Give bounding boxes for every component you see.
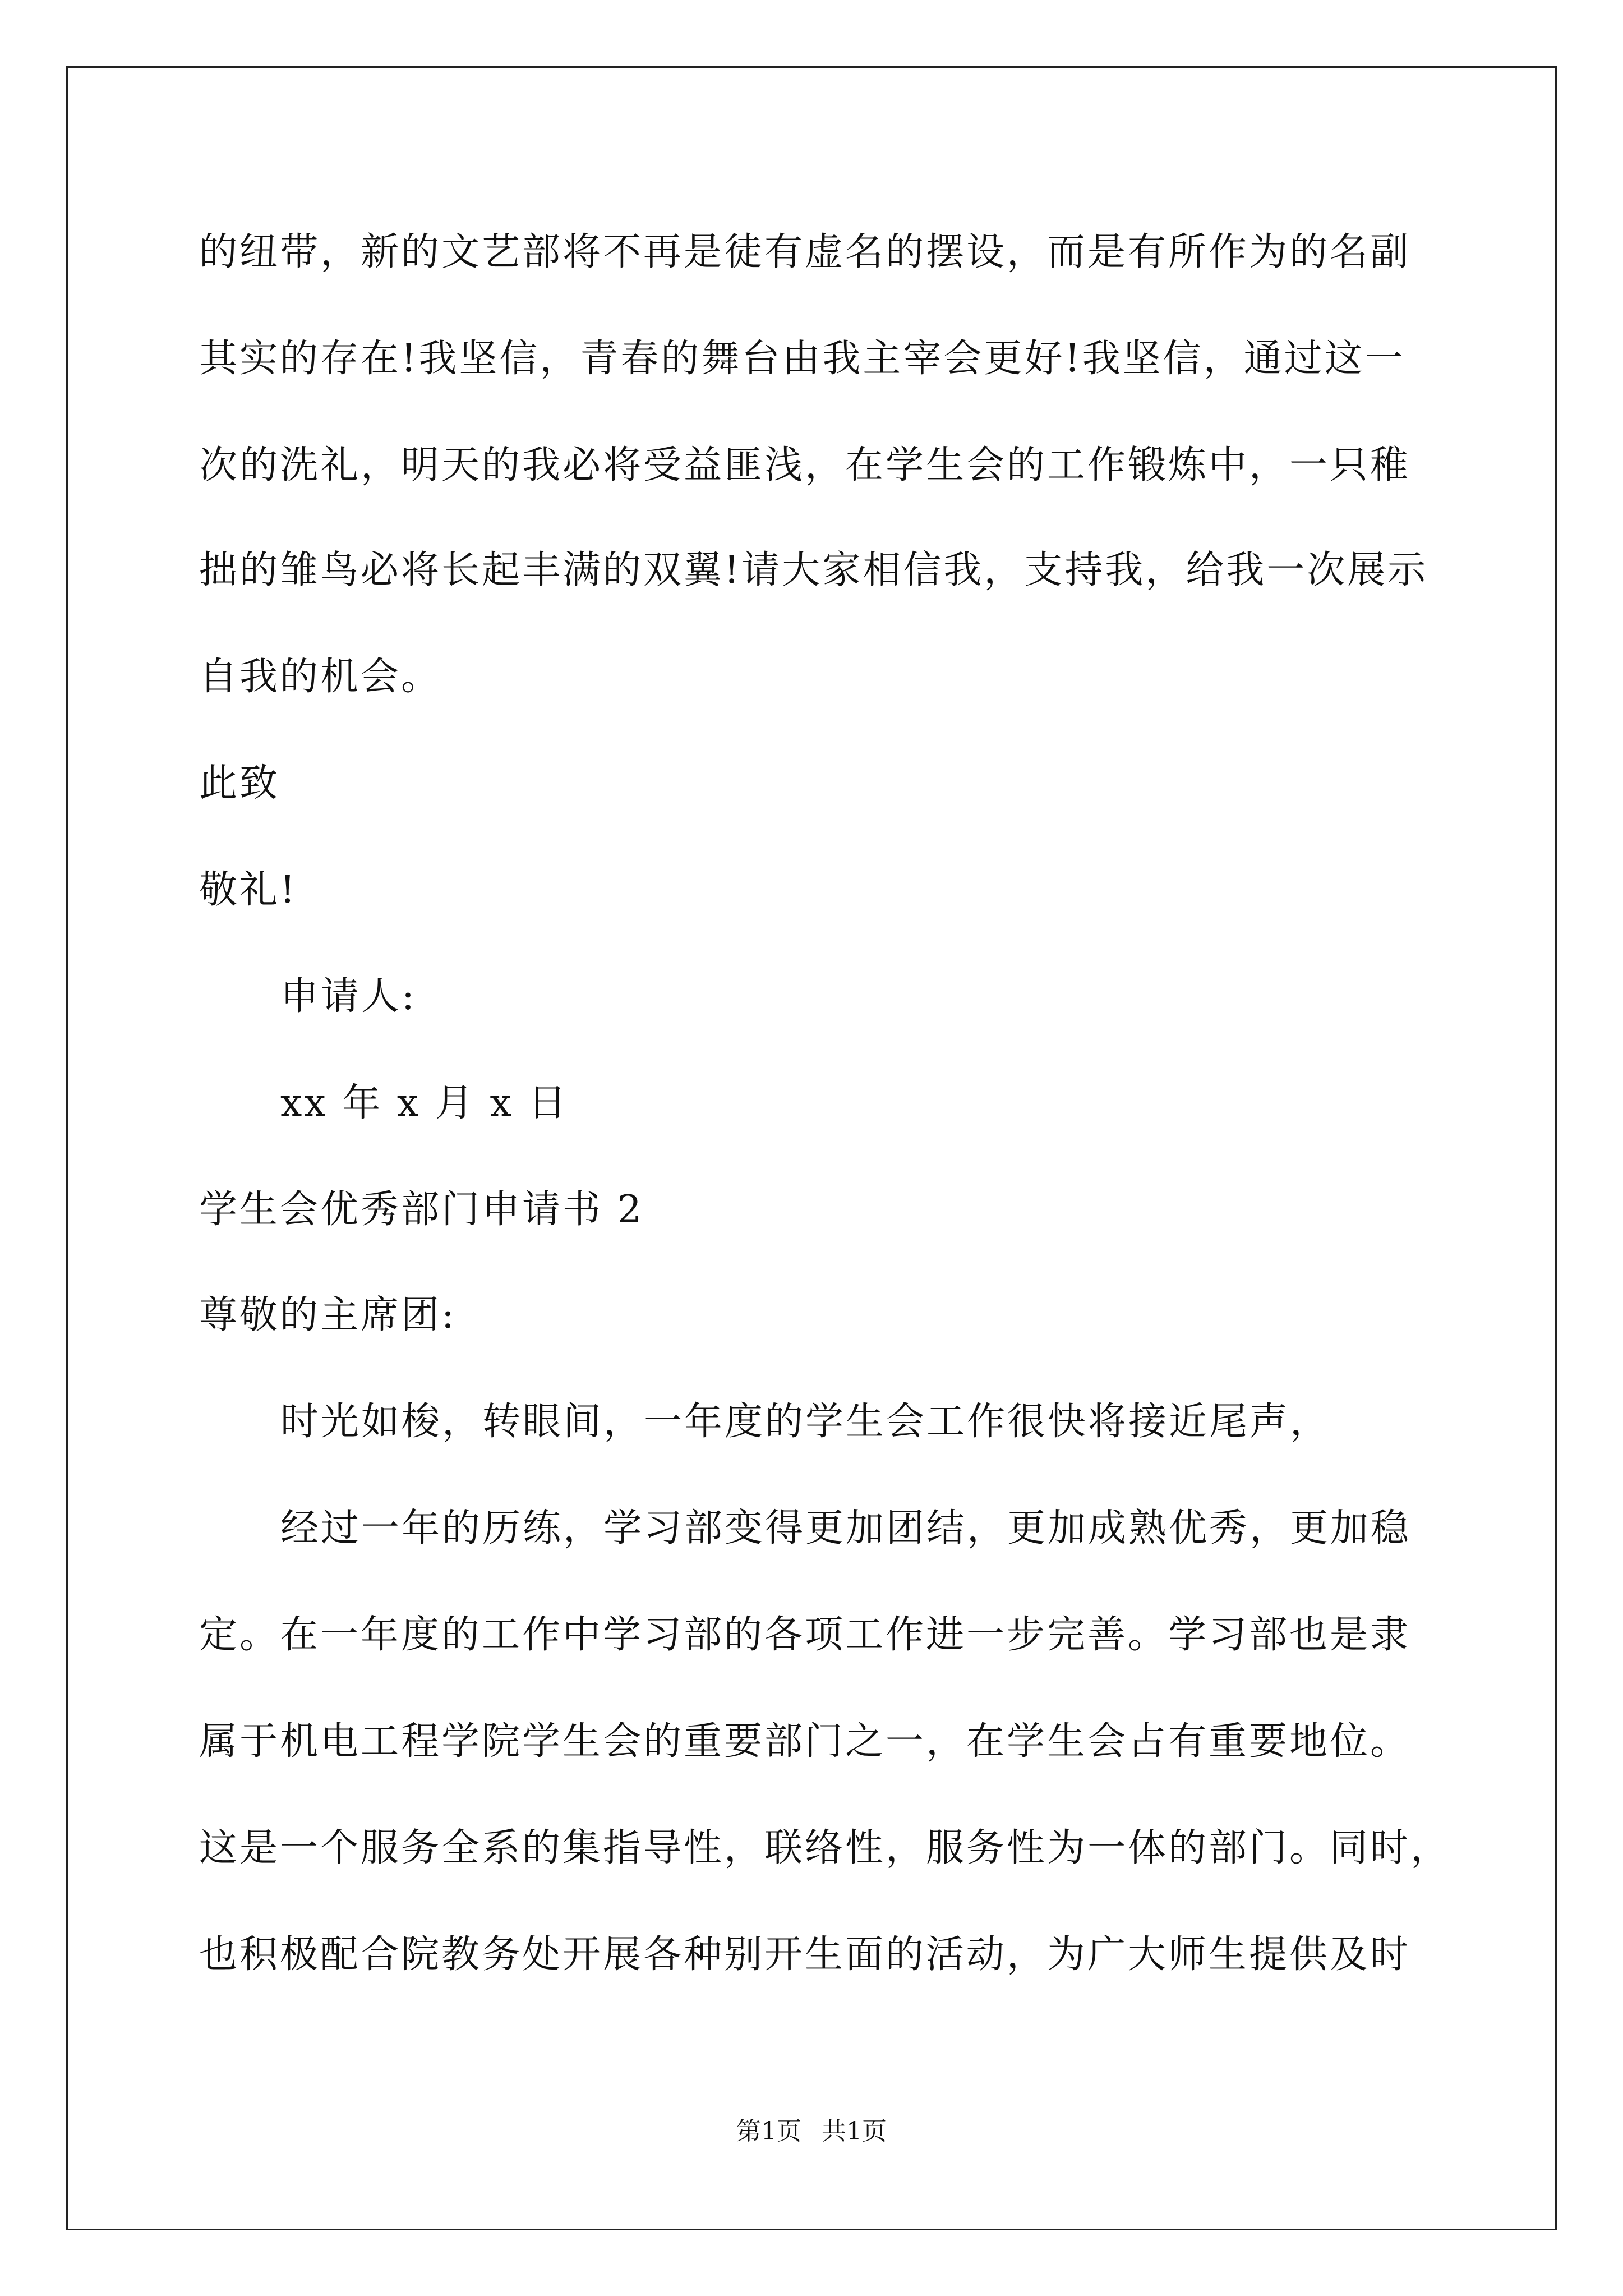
paragraph-1-line-1: 时光如梭，转眼间，一年度的学生会工作很快将接近尾声， [280,1400,1331,1444]
page-count: 共1页 [822,2117,887,2146]
body-line-3: 次的洗礼，明天的我必将受益匪浅，在学生会的工作锻炼中，一只稚 [199,443,1411,487]
body-line-5: 自我的机会。 [199,655,442,699]
section-title: 学生会优秀部门申请书 2 [199,1188,644,1232]
body-line-2: 其实的存在!我坚信，青春的舞台由我主宰会更好!我坚信，通过这一 [199,337,1405,381]
page-border [66,66,1557,2230]
closing-regards: 敬礼! [199,868,298,912]
closing-salutation: 此致 [199,761,280,806]
page-number: 第1页 [736,2117,801,2146]
body-line-4: 拙的雏鸟必将长起丰满的双翼!请大家相信我，支持我，给我一次展示 [199,548,1428,592]
paragraph-2-line-2: 定。在一年度的工作中学习部的各项工作进一步完善。学习部也是隶 [199,1613,1411,1657]
applicant-label: 申请人: [280,974,417,1019]
page-footer [0,2115,1623,2148]
paragraph-2-line-5: 也积极配合院教务处开展各种别开生面的活动，为广大师生提供及时 [199,1932,1411,1977]
date-line: xx 年 x 月 x 日 [280,1081,569,1125]
paragraph-2-line-1: 经过一年的历练，学习部变得更加团结，更加成熟优秀，更加稳 [280,1506,1412,1550]
greeting-line: 尊敬的主席团: [199,1293,457,1337]
paragraph-2-line-3: 属于机电工程学院学生会的重要部门之一，在学生会占有重要地位。 [199,1719,1411,1764]
paragraph-2-line-4: 这是一个服务全系的集指导性，联络性，服务性为一体的部门。同时， [199,1826,1451,1870]
body-line-1: 的纽带，新的文艺部将不再是徒有虚名的摆设，而是有所作为的名副 [199,230,1411,274]
